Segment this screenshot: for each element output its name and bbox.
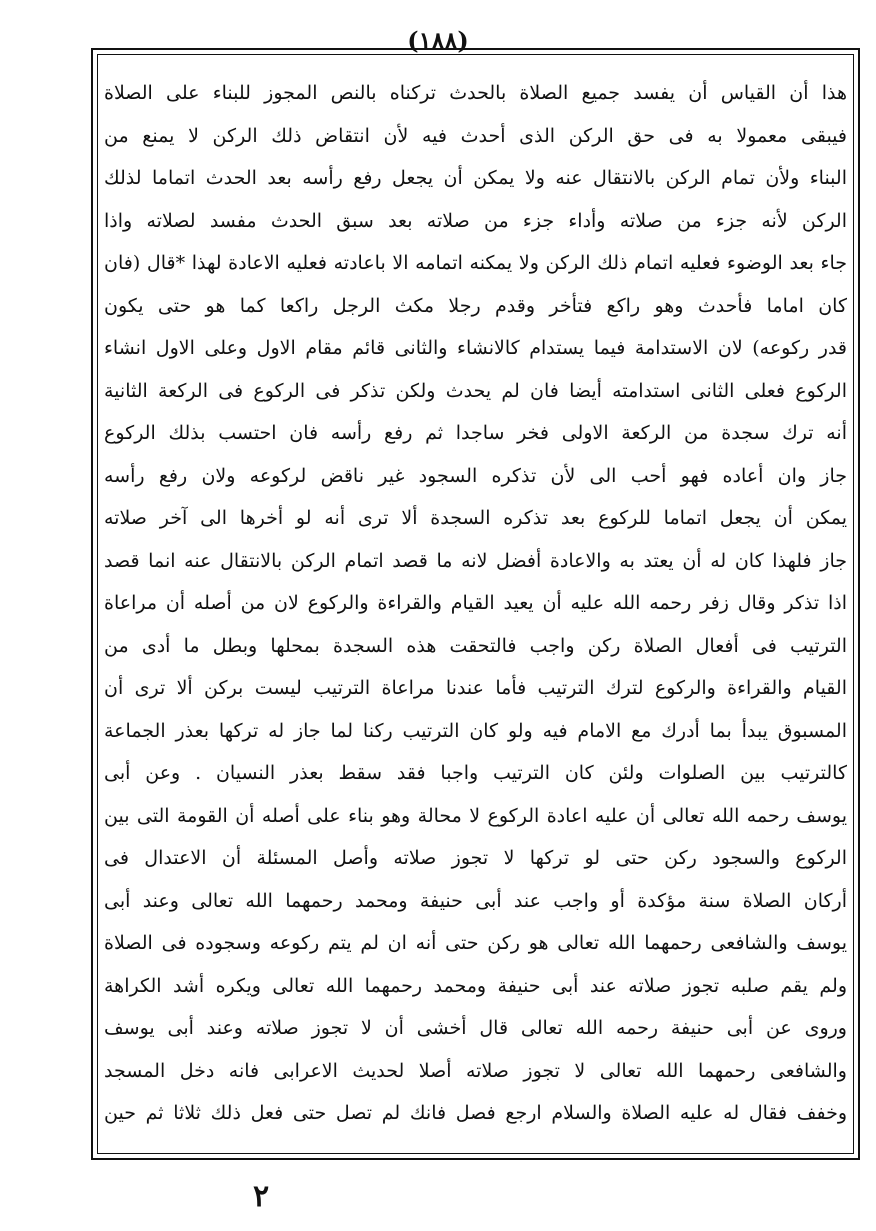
page-number: (١٨٨) <box>407 26 469 55</box>
text-line: كان اماما فأحدث وهو راكع فتأخر وقدم رجلا مكث الرجل راكعا كما هو حتى يكون <box>104 294 847 317</box>
text-line: جاء بعد الوضوء فعليه اتمام ذلك الركن ولا يمكنه اتمامه الا باعادته فعليه الاعادة لهذا *قال (فان <box>104 252 847 274</box>
text-line: وروى عن أبى حنيفة رحمه الله تعالى قال أخشى أن لا تجوز صلاته وعند أبى يوسف <box>104 1017 847 1039</box>
text-line: الركوع والسجود ركن حتى لو تركها لا تجوز صلاته وأصل المسئلة أن الاعتدال فى <box>104 847 847 869</box>
text-line: الترتيب فى أفعال الصلاة ركن واجب فالتحقت هذه السجدة بمحلها وبطل ما أدى من <box>104 634 847 657</box>
text-line: جاز وان أعاده فهو أحب الى لأن تذكره السجود غير ناقض لركوعه ولان رفع رأسه <box>104 464 847 487</box>
text-line: وخفف فقال له عليه الصلاة والسلام ارجع فصل فانك لم تصل حتى فعل ذلك ثلاثا ثم حين <box>104 1102 847 1124</box>
body-text <box>104 72 847 1135</box>
text-line: أنه ترك سجدة من الركعة الاولى فخر ساجدا ثم رفع رأسه فان احتسب بذلك الركوع <box>104 422 847 444</box>
text-line: الركوع فعلى الثانى استدامته أيضا فان لم يحدث ولكن تذكر فى الركوع فى الركعة الثانية <box>104 379 847 402</box>
text-line: القيام والقراءة والركوع لترك الترتيب فأما عندنا مراعاة الترتيب ليست بركن ألا ترى أن <box>104 677 847 699</box>
text-line: اذا تذكر وقال زفر رحمه الله عليه أن يعيد القيام والقراءة والركوع لان من أصله أن مراعاة <box>104 592 847 614</box>
text-line: فيبقى معمولا به فى حق الركن الذى أحدث فيه لأن انتقاض ذلك الركن لا يمنع من <box>104 124 847 147</box>
text-line: المسبوق يبدأ بما أدرك مع الامام فيه ولو كان الترتيب ركنا لما جاز له تركها بعذر الجماعة <box>104 719 847 742</box>
text-line: ولم يقم صلبه تجوز صلاته عند أبى حنيفة ومحمد رحمهما الله تعالى ويكره أشد الكراهة <box>104 974 847 997</box>
text-line: أركان الصلاة سنة مؤكدة أو واجب عند أبى حنيفة ومحمد رحمهما الله تعالى وعند أبى <box>104 889 847 912</box>
signature-mark: ٢ <box>253 1179 270 1214</box>
text-line: الركن لأنه جزء من صلاته وأداء جزء من صلاته بعد سبق الحدث مفسد لصلاته واذا <box>104 209 847 232</box>
text-line: يمكن أن يجعل اتماما للركوع بعد تذكره السجدة ألا ترى أنه لو أخرها الى آخر صلاته <box>104 507 847 529</box>
text-line: البناء ولأن تمام الركن بالانتقال عنه ولا يمكن أن يجعل رفع رأسه بعد الحدث اتماما لذلك <box>104 167 847 189</box>
text-line: جاز فلهذا كان له أن يعتد به والاعادة أفضل لانه ما قصد اتمام الركن بالانتقال عنه انما قصد <box>104 549 847 572</box>
text-line: يوسف رحمه الله تعالى أن عليه اعادة الركوع لا محالة وهو بناء على أصله أن القومة التى بين <box>104 804 847 827</box>
text-line: قدر ركوعه) لان الاستدامة فيما يستدام كالانشاء والثانى قائم مقام الاول وعلى الاول انشاء <box>104 337 847 359</box>
text-line: والشافعى رحمهما الله تعالى لا تجوز صلاته أصلا لحديث الاعرابى فانه دخل المسجد <box>104 1059 847 1082</box>
text-line: كالترتيب بين الصلوات ولئن كان الترتيب واجبا فقد سقط بعذر النسيان . وعن أبى <box>104 762 847 784</box>
text-line: هذا أن القياس أن يفسد جميع الصلاة بالحدث تركناه بالنص المجوز للبناء على الصلاة <box>104 82 847 104</box>
text-line: يوسف والشافعى رحمهما الله تعالى هو ركن حتى أنه ان لم يتم ركوعه وسجوده فى الصلاة <box>104 932 847 954</box>
